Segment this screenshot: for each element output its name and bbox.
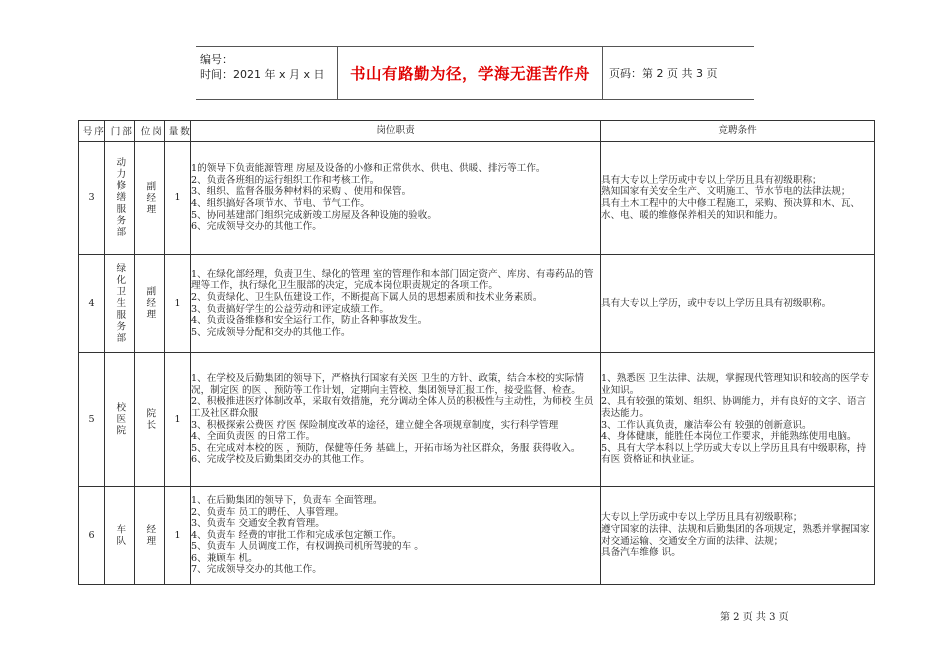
requirement-line: 具有土木工程中的大中修工程施工，采购、预决算和木、瓦、水、电、暖的维修保养相关的知识和能力。 [601, 198, 861, 221]
table-row [79, 353, 875, 487]
row-index: 6 [79, 487, 105, 585]
header-meta [196, 47, 338, 99]
col-header-requirements: 竞聘条件 [601, 121, 875, 142]
table-header-row [79, 121, 875, 142]
col-header-post: 岗位 [135, 121, 165, 142]
row-qty: 1 [165, 255, 191, 353]
duty-line: 5、协同基建部门组织完成新竣工房屋及各种设施的验收。 [191, 209, 437, 221]
duty-line: 1、在绿化部经理，负责卫生、绿化的管理 室的管理作和本部门固定资产、库房、有毒药品的管理等工作，执行绿化卫生服部的决定，完成本岗位职责规定的各项工作。 [191, 268, 594, 292]
col-header-duties: 岗位职责 [191, 121, 601, 142]
duty-line: 5、完成领导分配和交办的其他工作。 [191, 326, 351, 338]
requirement-line: 具有大专以上学历，或中专以上学历且具有初级职称。 [601, 297, 832, 309]
duty-line: 4、负责设备维修和安全运行工作，防止各种事故发生。 [191, 315, 428, 327]
duty-line: 3、负责搞好学生的公益劳动和评定成绩工作。 [191, 303, 389, 315]
col-header-index: 序号 [79, 121, 105, 142]
table-row [79, 142, 875, 255]
col-header-qty: 数量 [165, 121, 191, 142]
row-requirements [601, 255, 875, 353]
row-dept: 校医院 [105, 353, 135, 487]
duty-line: 2、负责绿化、卫生队伍建设工作，不断提高下属人员的思想素质和技术业务素质。 [191, 291, 543, 303]
document-time-label: 时间：2021 年 x 月 x 日 [200, 68, 325, 81]
duty-line: 3、积极探索公费医 疗医 保险制度改革的途径，建立健全各项规章制度，实行科学管理 [191, 419, 559, 431]
row-post: 副经理 [135, 142, 165, 255]
row-post: 经理 [135, 487, 165, 585]
row-index: 5 [79, 353, 105, 487]
row-duties [191, 487, 601, 585]
duty-line: 3、负责车 交通安全教育管理。 [191, 518, 325, 530]
duty-line: 2、负责各班组的运行组织工作和考核工作。 [191, 174, 380, 186]
requirement-line: 3、工作认真负责，廉洁奉公有 较强的创新意识。 [601, 419, 812, 431]
row-dept: 绿化卫生服务部 [105, 255, 135, 353]
document-number-label: 编号： [200, 53, 233, 66]
row-requirements [601, 142, 875, 255]
col-header-dept: 部门 [105, 121, 135, 142]
page-header [196, 46, 754, 100]
duty-line: 6、兼顾车 机。 [191, 552, 258, 564]
header-motto: 书山有路勤为径，学海无涯苦作舟 [338, 47, 603, 99]
row-index: 4 [79, 255, 105, 353]
duty-line: 2、负责车 员工的聘任、人事管理。 [191, 506, 345, 518]
duty-line: 4、全面负责医 的日常工作。 [191, 431, 316, 443]
row-post: 院长 [135, 353, 165, 487]
header-page-number: 页码：第 2 页 共 3 页 [609, 67, 718, 80]
job-table [78, 120, 875, 585]
duty-line: 6、完成学校及后勤集团交办的其他工作。 [191, 454, 370, 466]
duty-line: 4、组织搞好各项节水、节电、节气工作。 [191, 198, 370, 209]
duty-line: 6、完成领导交办的其他工作。 [191, 221, 322, 233]
duty-line: 5、在完成对本校的医 ，预防，保健等任务 基础上，开拓市场为社区群众，务服 获得收入。 [191, 442, 581, 454]
row-duties [191, 142, 601, 255]
requirement-line: 熟知国家有关安全生产、文明施工、节水节电的法律法规； [601, 186, 851, 198]
requirement-line: 5、具有大学本科以上学历或大专以上学历且具有中级职称，持有医 资格证和执业证。 [601, 442, 867, 466]
requirement-line: 具有大专以上学历或中专以上学历且具有初级职称； [601, 174, 822, 186]
page-footer: 第 2 页 共 3 页 [720, 612, 789, 623]
row-requirements [601, 487, 875, 585]
row-post: 副经理 [135, 255, 165, 353]
duty-line: 2、积极推进医疗体制改革，采取有效措施，充分调动全体人员的积极性与主动性，为师校 生员工及社区群众服 [191, 396, 594, 419]
row-requirements [601, 353, 875, 487]
requirement-line: 2、具有较强的策划、组织、协调能力，并有良好的文字、语言表达能力。 [601, 396, 867, 419]
row-duties [191, 353, 601, 487]
duty-line: 3、组织、监督各服务种材料的采购 、使用和保管。 [191, 186, 412, 198]
duty-line: 4、负责车 经费的审批工作和完成承包定额工作。 [191, 529, 402, 541]
row-dept: 动力修缮服务部 [105, 142, 135, 255]
table-row [79, 255, 875, 353]
duty-line: 7、完成领导交办的其他工作。 [191, 564, 322, 576]
row-duties [191, 255, 601, 353]
table-row [79, 487, 875, 585]
row-qty: 1 [165, 353, 191, 487]
duty-line: 1、在学校及后勤集团的领导下，严格执行国家有关医 卫生的方针、政策，结合本校的实际情况，制定医 的医 、预防等工作计划，定期向主管校、集团领导汇报工作，接受监督、检查。 [191, 373, 584, 396]
requirement-line: 4、身体健康，能胜任本岗位工作要求，并能熟练使用电脑。 [601, 431, 857, 443]
duty-line: 5、负责车 人员调度工作，有权调换司机所驾驶的车 。 [191, 541, 424, 553]
row-dept: 车队 [105, 487, 135, 585]
requirement-line: 1、熟悉医 卫生法律、法规，掌握现代管理知识和较高的医学专业知识。 [601, 373, 870, 396]
row-qty: 1 [165, 487, 191, 585]
requirement-line: 遵守国家的法律、法规和后勤集团的各项规定，熟悉并掌握国家对交通运输、交通安全方面的法律、法规； [601, 523, 870, 547]
row-index: 3 [79, 142, 105, 255]
row-qty: 1 [165, 142, 191, 255]
duty-line: 1的领导下负责能源管理 房屋及设备的小修和正常供水、供电、供暖、排污等工作。 [191, 163, 546, 175]
requirement-line: 大专以上学历或中专以上学历且具有初级职称； [601, 512, 803, 524]
duty-line: 1、在后勤集团的领导下，负责车 全面管理。 [191, 494, 383, 506]
requirement-line: 具备汽车维修 识。 [601, 547, 681, 559]
